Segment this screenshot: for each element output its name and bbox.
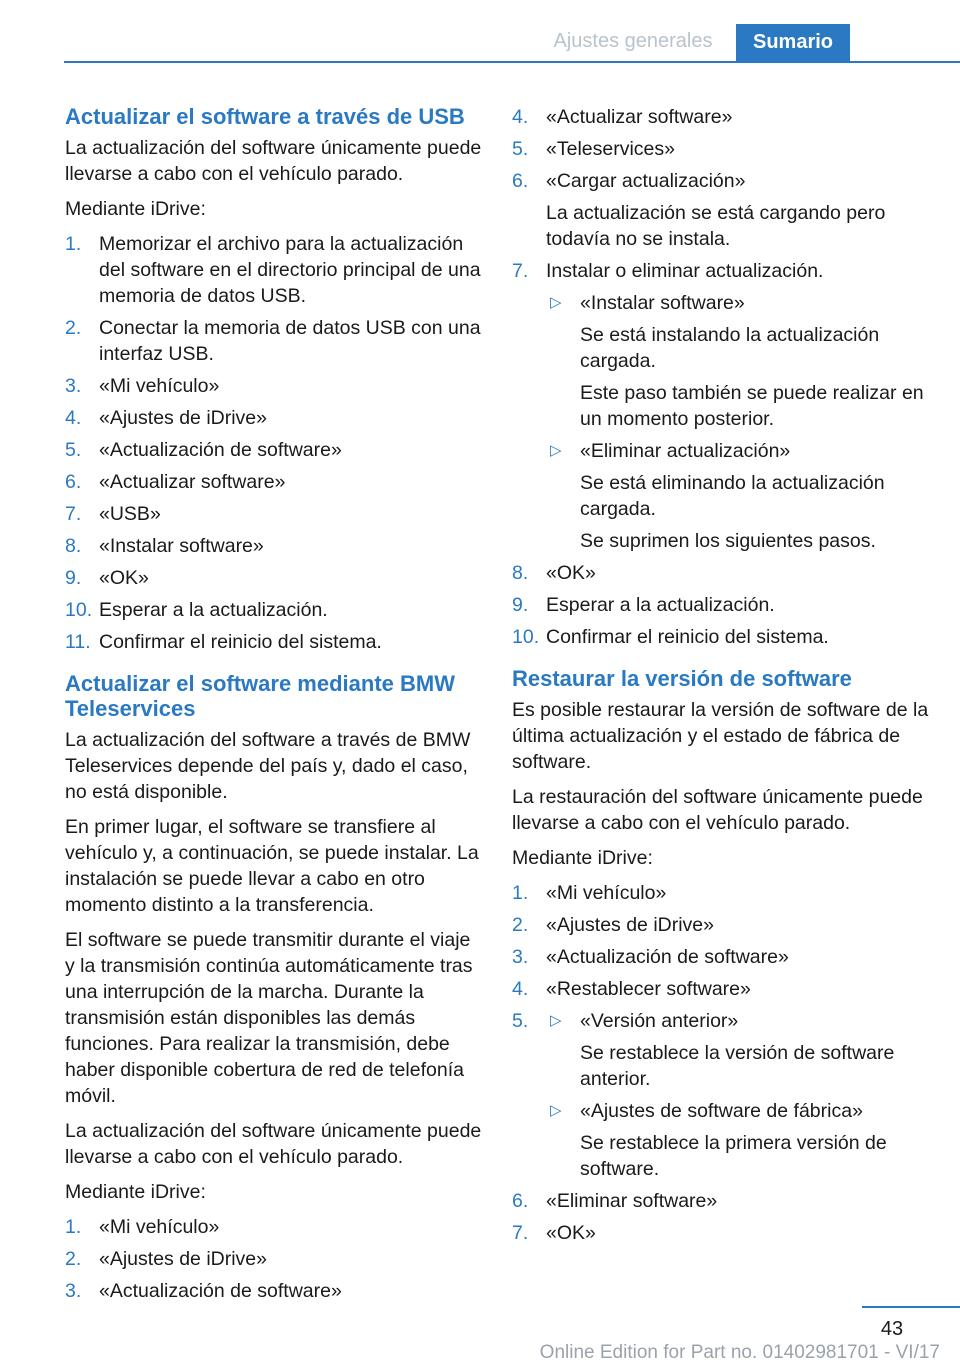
paragraph: Es posible restaurar la versión de software de la última actualización y el estado de fábrica de software. bbox=[512, 699, 929, 773]
header-section-title: Ajustes generales bbox=[553, 30, 713, 52]
list-item bbox=[65, 629, 483, 655]
step-text: «Instalar software» bbox=[99, 535, 264, 557]
sub-options-list bbox=[546, 290, 932, 554]
step-number: 7. bbox=[512, 260, 529, 282]
sub-option-text: «Versión anterior» bbox=[580, 1010, 739, 1032]
step-number: 4. bbox=[512, 978, 529, 1000]
sub-option-note: Se está instalando la actualización cargada. bbox=[580, 324, 880, 372]
step-text: «Actualización de software» bbox=[99, 1280, 342, 1302]
paragraph: La actualización del software a través de BMW Teleservices depende del país y, dado el caso, no está disponible. bbox=[65, 729, 471, 803]
list-item bbox=[512, 976, 932, 1002]
step-text: «Mi vehículo» bbox=[99, 375, 220, 397]
left-column bbox=[65, 104, 483, 1320]
section-teleservices-continued bbox=[512, 104, 932, 650]
step-number: 6. bbox=[512, 1190, 529, 1212]
step-number: 10. bbox=[512, 626, 540, 648]
list-item bbox=[512, 912, 932, 938]
step-text: «Actualizar software» bbox=[546, 106, 733, 128]
footer-divider bbox=[862, 1306, 960, 1308]
sub-option-text: «Instalar software» bbox=[580, 292, 745, 314]
section-title: Actualizar el software a través de USB bbox=[65, 104, 465, 129]
step-number: 5. bbox=[512, 1010, 529, 1032]
edition-note: Online Edition for Part no. 01402981701 - VI/17 bbox=[539, 1342, 940, 1363]
step-number: 1. bbox=[512, 882, 529, 904]
step-number: 9. bbox=[512, 594, 529, 616]
step-number: 3. bbox=[65, 1280, 82, 1302]
step-text: Conectar la memoria de datos USB con una interfaz USB. bbox=[99, 317, 481, 365]
paragraph: La restauración del software únicamente puede llevarse a cabo con el vehículo parado. bbox=[512, 786, 923, 834]
paragraph: La actualización del software únicamente puede llevarse a cabo con el vehículo parado. bbox=[65, 137, 482, 185]
section-title: Actualizar el software mediante BMW Teleservices bbox=[65, 671, 455, 721]
step-text: Confirmar el reinicio del sistema. bbox=[99, 631, 382, 653]
list-item bbox=[65, 231, 483, 309]
step-number: 1. bbox=[65, 1216, 82, 1238]
step-note: La actualización se está cargando pero todavía no se instala. bbox=[546, 202, 886, 250]
sub-option bbox=[546, 290, 932, 432]
header-tab-sumario[interactable]: Sumario bbox=[736, 24, 850, 61]
list-item bbox=[512, 624, 932, 650]
header-divider bbox=[64, 61, 960, 63]
steps-list bbox=[512, 880, 932, 1246]
step-text: «Actualizar software» bbox=[99, 471, 286, 493]
list-item bbox=[512, 1008, 932, 1182]
paragraph: El software se puede transmitir durante el viaje y la transmisión continúa automáticamente tras una interrupción de la marcha. Durante la transmisión están disponibles las demás funciones. Para realizar la transmisión, debe haber disponible cobertura de red de telefonía móvil. bbox=[65, 929, 473, 1107]
list-item bbox=[512, 944, 932, 970]
paragraph: Mediante iDrive: bbox=[65, 198, 206, 220]
list-item bbox=[65, 1214, 483, 1240]
step-text: Memorizar el archivo para la actualización del software en el directorio principal de una memoria de datos USB. bbox=[99, 233, 481, 307]
step-number: 2. bbox=[65, 317, 82, 339]
step-number: 8. bbox=[512, 562, 529, 584]
step-number: 10. bbox=[65, 599, 93, 621]
step-text: Instalar o eliminar actualización. bbox=[546, 260, 824, 282]
triangle-right-icon: ▷ bbox=[550, 294, 562, 311]
step-text: «Ajustes de iDrive» bbox=[546, 914, 714, 936]
steps-list bbox=[65, 1214, 483, 1304]
sub-option-note: Se restablece la primera versión de software. bbox=[580, 1132, 887, 1180]
sub-option-note: Se suprimen los siguientes pasos. bbox=[580, 530, 876, 552]
list-item bbox=[512, 880, 932, 906]
step-text: «OK» bbox=[546, 562, 596, 584]
step-text: «OK» bbox=[99, 567, 149, 589]
list-item bbox=[65, 373, 483, 399]
step-text: Esperar a la actualización. bbox=[546, 594, 775, 616]
triangle-right-icon: ▷ bbox=[550, 1102, 562, 1119]
list-item bbox=[65, 565, 483, 591]
triangle-right-icon: ▷ bbox=[550, 442, 562, 459]
list-item bbox=[65, 405, 483, 431]
triangle-right-icon: ▷ bbox=[550, 1012, 562, 1029]
page-number: 43 bbox=[880, 1318, 904, 1340]
list-item bbox=[65, 501, 483, 527]
list-item bbox=[65, 469, 483, 495]
sub-option-note: Este paso también se puede realizar en un momento posterior. bbox=[580, 382, 924, 430]
sub-option-text: «Eliminar actualización» bbox=[580, 440, 791, 462]
list-item bbox=[512, 136, 932, 162]
list-item bbox=[512, 1188, 932, 1214]
step-text: «Actualización de software» bbox=[546, 946, 789, 968]
step-number: 6. bbox=[65, 471, 82, 493]
step-number: 3. bbox=[65, 375, 82, 397]
paragraph: Mediante iDrive: bbox=[65, 1181, 206, 1203]
list-item bbox=[512, 592, 932, 618]
list-item bbox=[512, 168, 932, 252]
step-number: 2. bbox=[512, 914, 529, 936]
step-text: Esperar a la actualización. bbox=[99, 599, 328, 621]
step-number: 3. bbox=[512, 946, 529, 968]
sub-option-text: «Ajustes de software de fábrica» bbox=[580, 1100, 863, 1122]
section-restore-software bbox=[512, 666, 932, 1246]
step-number: 5. bbox=[512, 138, 529, 160]
list-item bbox=[512, 104, 932, 130]
step-number: 9. bbox=[65, 567, 82, 589]
list-item bbox=[65, 533, 483, 559]
step-text: «Eliminar software» bbox=[546, 1190, 718, 1212]
step-text: «OK» bbox=[546, 1222, 596, 1244]
list-item bbox=[512, 1220, 932, 1246]
step-number: 5. bbox=[65, 439, 82, 461]
right-column bbox=[512, 104, 932, 1262]
step-number: 7. bbox=[65, 503, 82, 525]
step-text: «USB» bbox=[99, 503, 161, 525]
step-number: 4. bbox=[65, 407, 82, 429]
sub-option bbox=[546, 1098, 932, 1182]
step-number: 11. bbox=[65, 631, 91, 653]
section-usb-update bbox=[65, 104, 483, 655]
step-text: «Ajustes de iDrive» bbox=[99, 1248, 267, 1270]
step-text: Confirmar el reinicio del sistema. bbox=[546, 626, 829, 648]
paragraph: La actualización del software únicamente puede llevarse a cabo con el vehículo parado. bbox=[65, 1120, 482, 1168]
section-teleservices-update bbox=[65, 671, 483, 1304]
list-item bbox=[65, 1278, 483, 1304]
list-item bbox=[512, 560, 932, 586]
step-number: 1. bbox=[65, 233, 82, 255]
list-item bbox=[65, 437, 483, 463]
step-number: 7. bbox=[512, 1222, 529, 1244]
list-item bbox=[65, 1246, 483, 1272]
list-item bbox=[512, 258, 932, 554]
step-text: «Cargar actualización» bbox=[546, 170, 746, 192]
page-header bbox=[0, 0, 960, 62]
steps-list bbox=[65, 231, 483, 655]
sub-option-note: Se está eliminando la actualización cargada. bbox=[580, 472, 885, 520]
list-item bbox=[65, 597, 483, 623]
list-item bbox=[65, 315, 483, 367]
step-number: 6. bbox=[512, 170, 529, 192]
paragraph: En primer lugar, el software se transfiere al vehículo y, a continuación, se puede instalar. La instalación se puede llevar a cabo en otro momento distinto a la transferencia. bbox=[65, 816, 479, 916]
sub-options-list bbox=[546, 1008, 932, 1182]
step-text: «Actualización de software» bbox=[99, 439, 342, 461]
step-text: «Teleservices» bbox=[546, 138, 675, 160]
section-title: Restaurar la versión de software bbox=[512, 666, 852, 691]
step-text: «Restablecer software» bbox=[546, 978, 751, 1000]
sub-option-note: Se restablece la versión de software anterior. bbox=[580, 1042, 895, 1090]
step-number: 2. bbox=[65, 1248, 82, 1270]
step-number: 4. bbox=[512, 106, 529, 128]
step-text: «Ajustes de iDrive» bbox=[99, 407, 267, 429]
sub-option bbox=[546, 438, 932, 554]
step-number: 8. bbox=[65, 535, 82, 557]
step-text: «Mi vehículo» bbox=[546, 882, 667, 904]
step-text: «Mi vehículo» bbox=[99, 1216, 220, 1238]
paragraph: Mediante iDrive: bbox=[512, 847, 653, 869]
sub-option bbox=[546, 1008, 932, 1092]
steps-list bbox=[512, 104, 932, 650]
